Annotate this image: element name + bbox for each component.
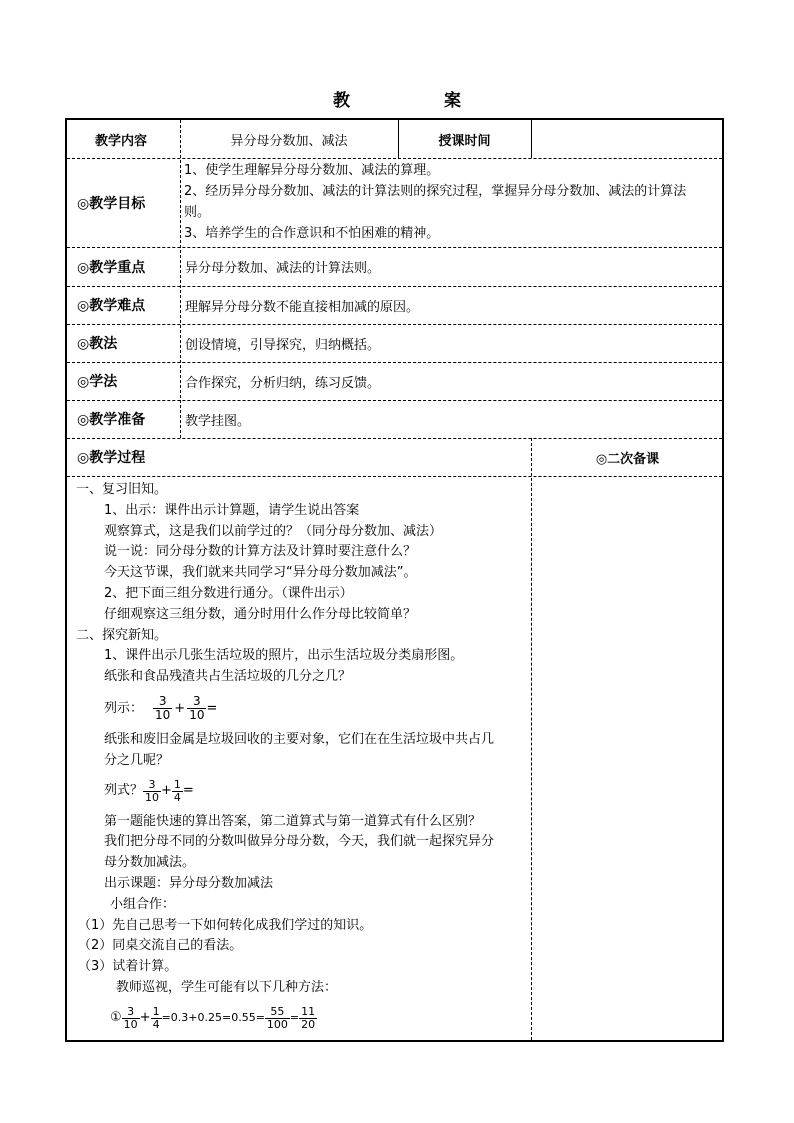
process-line: （2）同桌交流自己的看法。 xyxy=(78,938,243,954)
process-line: 纸张和食品残渣共占生活垃圾的几分之几？ xyxy=(104,669,352,685)
difficult-value: 理解异分母分数不能直接相加减的原因。 xyxy=(185,299,420,315)
process-line: 二、探究新知。 xyxy=(76,627,168,643)
fraction: $\frac{1}{4}$ xyxy=(173,778,181,805)
equation-middle: =0.3+0.25=0.55= xyxy=(161,1011,265,1025)
goal-list xyxy=(184,160,724,244)
process-line: 观察算式，这是我们以前学过的？（同分母分数加、减法） xyxy=(104,523,443,539)
fraction: $\frac{3}{10}$ xyxy=(155,694,171,723)
equals-sign: = xyxy=(182,783,194,799)
method-value: 创设情境，引导探究，归纳概括。 xyxy=(185,337,381,353)
time-value xyxy=(531,120,724,158)
process-line: 分之几呢？ xyxy=(104,752,170,768)
fraction: $\frac{3}{10}$ xyxy=(123,1005,138,1032)
fraction: $\frac{55}{100}$ xyxy=(266,1005,288,1032)
prep-label: ◎教学准备 xyxy=(77,412,146,428)
time-label: 授课时间 xyxy=(438,133,491,149)
process-line: 仔细观察这三组分数，通分时用什么作分母比较简单？ xyxy=(104,606,417,622)
goal-item: 3、培养学生的合作意识和不怕困难的精神。 xyxy=(184,226,440,241)
process-line: （3）试着计算。 xyxy=(78,959,178,975)
content-label: 教学内容 xyxy=(95,133,148,149)
process-line: 纸张和废旧金属是垃圾回收的主要对象，它们在在生活垃圾中共占几 xyxy=(104,731,495,747)
equals-sign: = xyxy=(206,700,218,716)
process-line: 1、出示：课件出示计算题，请学生说出答案 xyxy=(104,502,360,518)
fraction: $\frac{3}{10}$ xyxy=(145,778,160,805)
process-line: 今天这节课，我们就来共同学习“异分母分数加减法”。 xyxy=(104,565,417,581)
content-value: 异分母分数加、减法 xyxy=(230,133,348,149)
equals-sign: = xyxy=(289,1011,300,1025)
process-line: 出示课题：异分母分数加减法 xyxy=(104,875,274,891)
equation-row xyxy=(66,772,526,812)
second-prep-label: ◎二次备课 xyxy=(595,451,660,467)
key-label: ◎教学重点 xyxy=(77,259,146,276)
equation-row xyxy=(66,999,526,1039)
goal-label: ◎教学目标 xyxy=(77,195,146,212)
goal-item: 则。 xyxy=(184,205,211,220)
process-label: ◎教学过程 xyxy=(77,450,146,466)
process-line: 教师巡视，学生可能有以下几种方法： xyxy=(116,979,338,995)
process-line: 我们把分母不同的分数叫做异分母分数，今天，我们就一起探究异分 xyxy=(104,834,495,850)
process-line: 1、课件出示几张生活垃圾的照片，出示生活垃圾分类扇形图。 xyxy=(104,648,464,664)
plus-sign: + xyxy=(139,1010,151,1026)
prep-value: 教学挂图。 xyxy=(185,413,251,429)
fraction: $\frac{3}{10}$ xyxy=(189,694,205,723)
equation-prefix: 列示： xyxy=(104,700,144,716)
document-title: 教 案 xyxy=(333,91,505,111)
process-line: 母分数加减法。 xyxy=(104,855,196,871)
process-line: 小组合作： xyxy=(110,896,176,912)
process-content xyxy=(66,480,526,1039)
plus-sign: + xyxy=(161,783,172,799)
process-line: （1）先自己思考一下如何转化成我们学过的知识。 xyxy=(78,917,373,933)
key-value: 异分母分数加、减法的计算法则。 xyxy=(185,261,381,276)
goal-item: 2、经历异分母分数加、减法的计算法则的探究过程，掌握异分母分数加、减法的计算法 xyxy=(184,184,687,199)
method-label: ◎教法 xyxy=(77,336,118,352)
fraction: $\frac{11}{20}$ xyxy=(301,1005,316,1032)
study-label: ◎学法 xyxy=(77,374,118,390)
goal-item: 1、使学生理解异分母分数加、减法的算理。 xyxy=(184,163,440,178)
fraction: $\frac{1}{4}$ xyxy=(152,1005,160,1032)
equation-prefix: 列式？ xyxy=(104,783,144,799)
equation-row xyxy=(66,688,526,730)
process-line: 一、复习旧知。 xyxy=(76,482,168,497)
process-line: 说一说：同分母分数的计算方法及计算时要注意什么？ xyxy=(104,544,417,560)
circled-number-one: ① xyxy=(110,1010,122,1026)
difficult-label: ◎教学难点 xyxy=(77,298,146,314)
process-line: 2、把下面三组分数进行通分。（课件出示） xyxy=(104,585,353,601)
plus-sign: + xyxy=(174,700,186,716)
process-line: 第一题能快速的算出答案，第二道算式与第一道算式有什么区别？ xyxy=(104,813,482,829)
study-value: 合作探究，分析归纳，练习反馈。 xyxy=(185,375,381,391)
